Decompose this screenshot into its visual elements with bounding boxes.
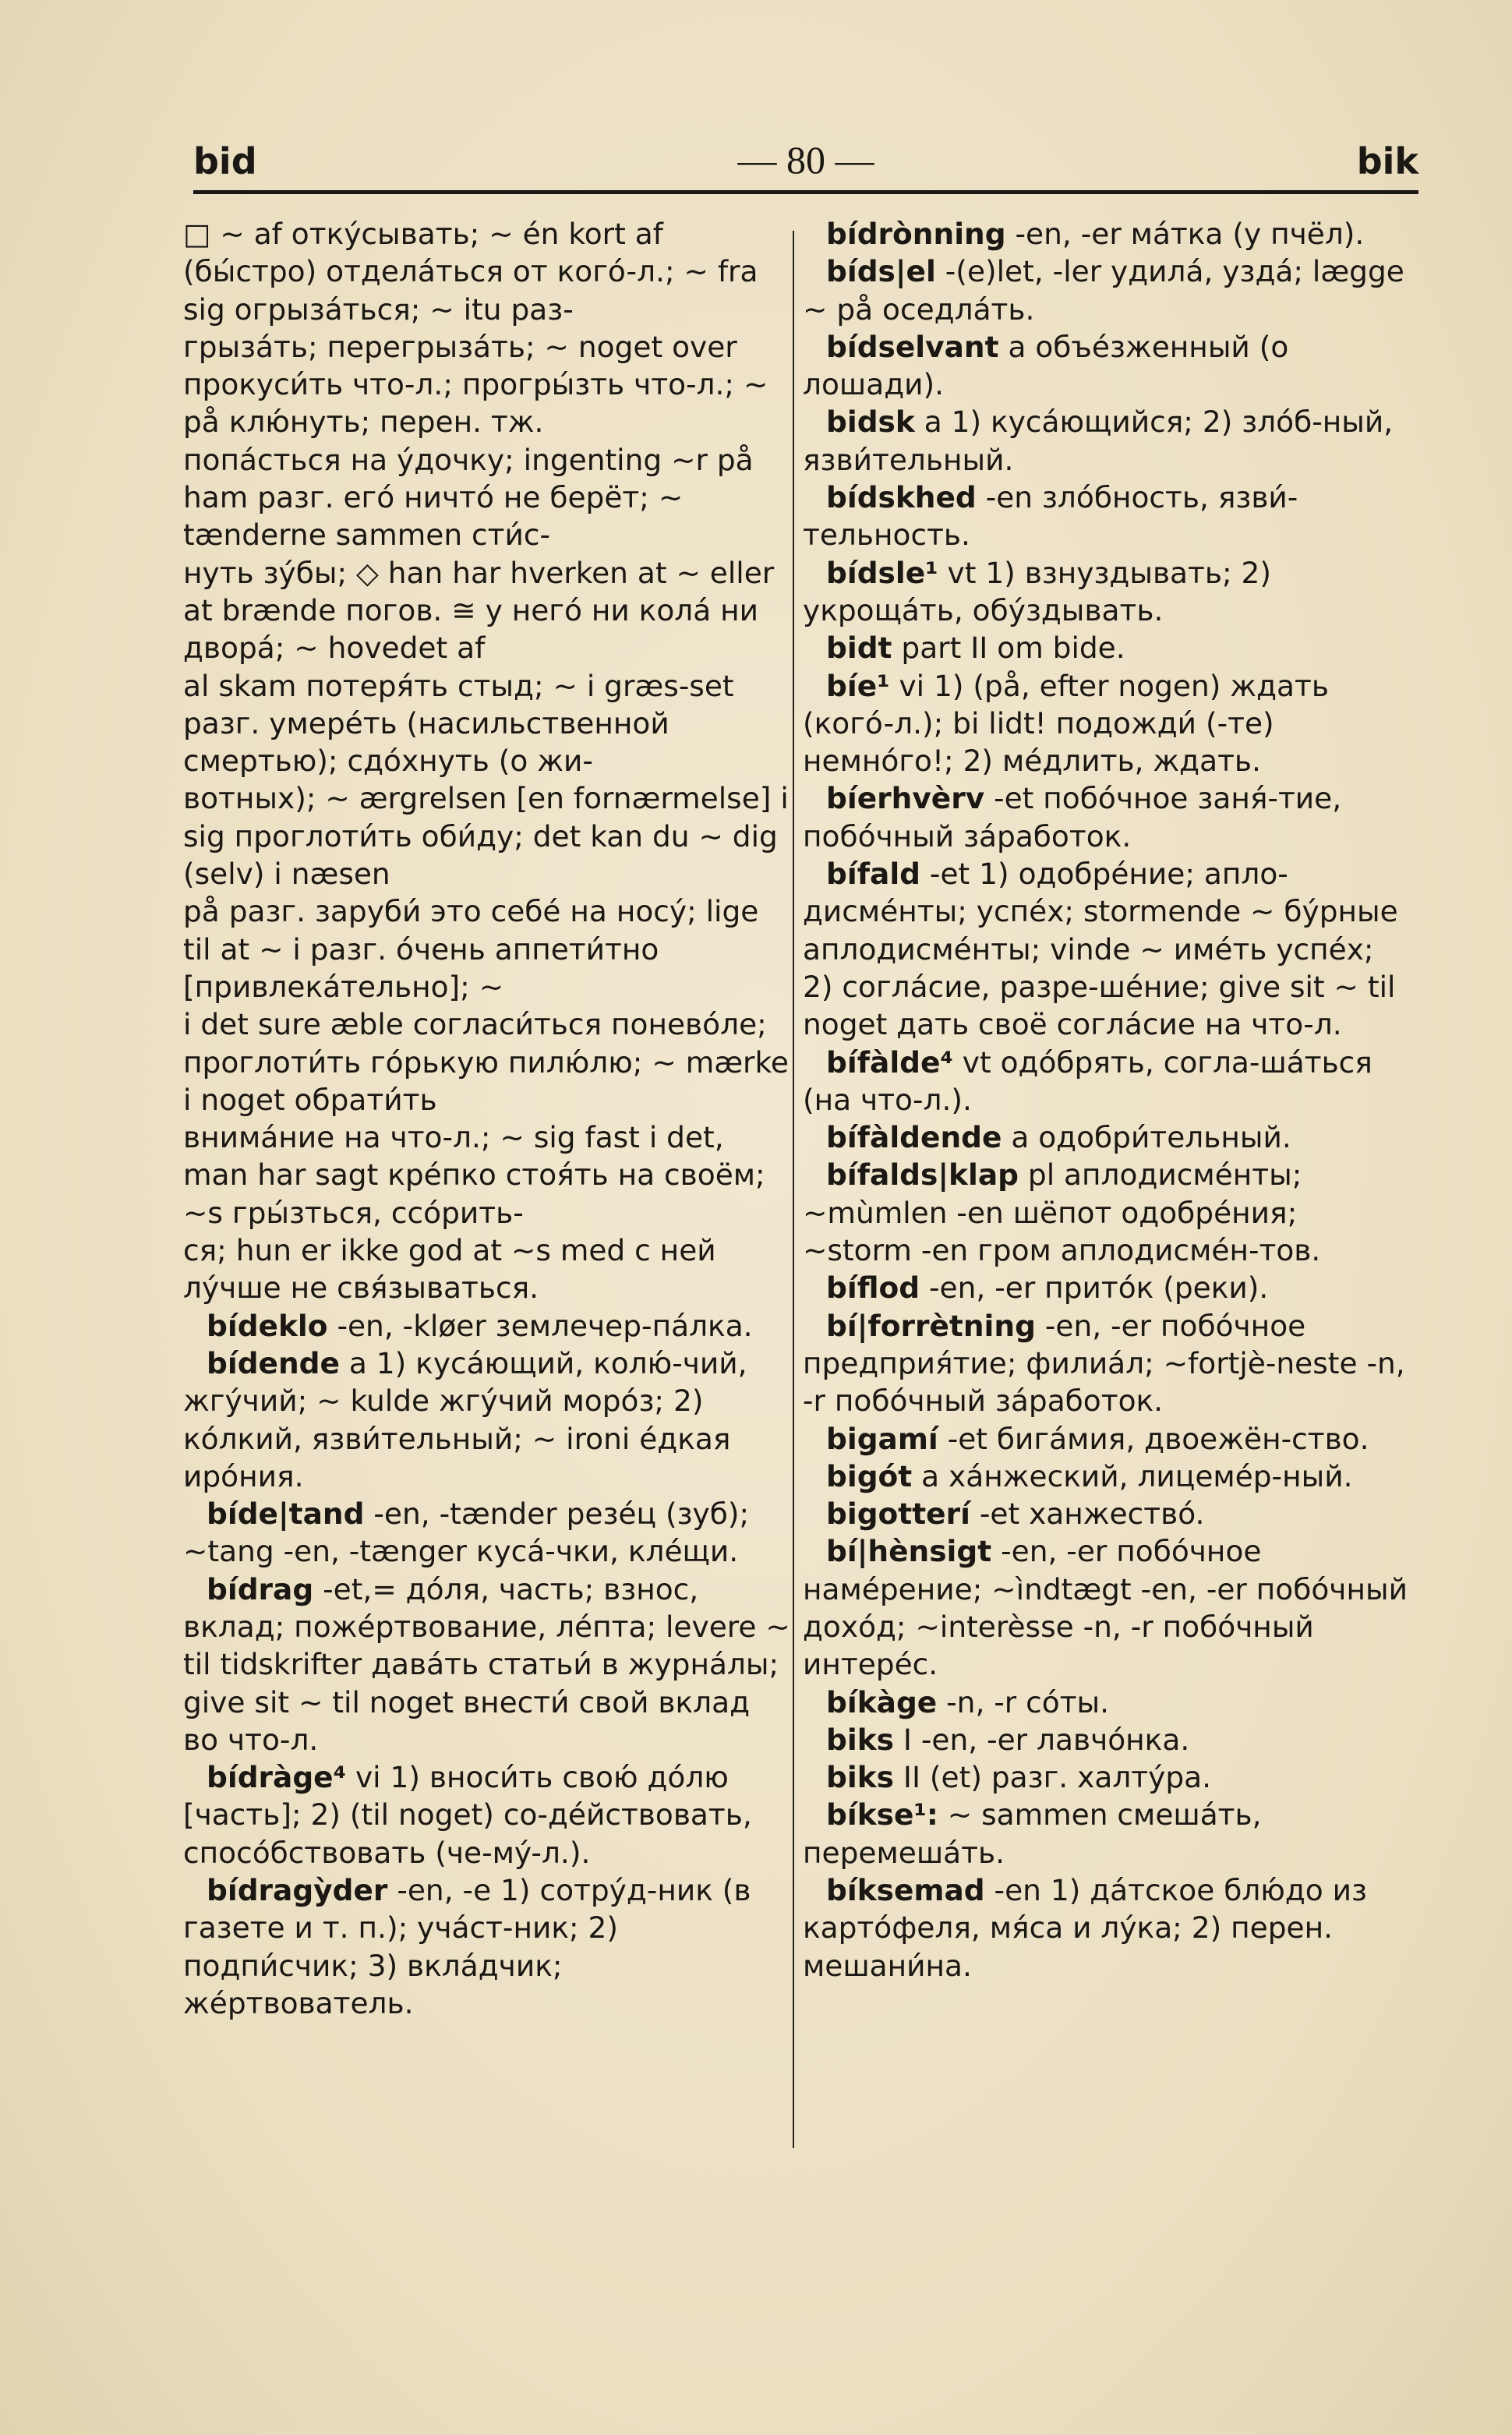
entry-text: -et побóчное заня́-тие, побóчный зáработок.	[803, 781, 1342, 853]
dictionary-entry	[803, 1269, 1411, 1306]
headword: bigamí	[826, 1421, 938, 1456]
entry-text: -en, -er побóчное намéрение; ~ìndtægt -en, -er побóчный дохóд; ~interèsse -n, -r побóчный интерéс.	[803, 1534, 1408, 1682]
entry-text: pl аплодисмéнты; ~mùmlen -en шёпот одобрéния; ~storm -en гром аплодисмéн-тов.	[803, 1157, 1321, 1268]
continued-entry-part: ся; hun er ikke god at ~s med с ней лýчше не свя́зываться.	[183, 1233, 716, 1306]
dictionary-entry	[803, 1796, 1411, 1871]
dictionary-entry	[803, 1684, 1411, 1721]
headword: bí|hènsigt	[826, 1534, 992, 1569]
dictionary-entry	[803, 1532, 1411, 1683]
entry-text: vi 1) (på, efter nogen) ждать (когó-л.); bi lidt! подожди́ (-те) немнóго!; 2) мéдлить, ждать.	[803, 668, 1329, 779]
entry-text: I -en, -er лавчóнка.	[893, 1722, 1190, 1757]
continued-entry-part: попáсться на ýдочку; ingenting ~r på ham разг. егó ничтó не берёт; ~ tænderne sammen сти́с-	[183, 442, 754, 553]
headword: bífalds|klap	[826, 1157, 1019, 1193]
dictionary-entry	[803, 215, 1411, 253]
entry-text: -(e)let, -ler удилá, уздá; lægge ~ på оседлáть.	[803, 254, 1404, 327]
dictionary-entry	[183, 1871, 791, 2022]
dictionary-entry	[803, 1307, 1411, 1420]
entry-text: a 1) кусáющий, колю́-чий, жгýчий; ~ kulde жгýчий морóз; 2) кóлкий, язви́тельный; ~ ironi éдкая ирóния.	[183, 1345, 747, 1493]
headword: bíksemad	[826, 1873, 985, 1908]
dictionary-entry	[803, 328, 1411, 404]
continued-entry-part: i det sure æble согласи́ться понево́ле; проглоти́ть гóрькую пилю́лю; ~ mærke i noget обрати́ть	[183, 1007, 789, 1117]
dictionary-entry	[803, 403, 1411, 479]
dictionary-entry	[183, 1758, 791, 1871]
entry-text: a объéзженный (о лошади).	[803, 329, 1289, 402]
headword: bídragỳder	[207, 1873, 388, 1908]
dictionary-entry	[803, 1721, 1411, 1758]
left-column	[183, 215, 791, 2022]
entry-text: a хáнжеский, лицемéр-ный.	[912, 1458, 1353, 1493]
headword: bídskhed	[826, 480, 977, 515]
continued-entry-part: på разг. заруби́ это себé на носý; lige til at ~ i разг. óчень аппети́тно [привлекáтельно]; ~	[183, 894, 759, 1004]
headword: bídrag	[207, 1571, 314, 1606]
dictionary-entry	[803, 1458, 1411, 1495]
right-column	[803, 215, 1411, 1984]
column-divider	[793, 231, 794, 2148]
left-guide-word: bid	[193, 140, 257, 182]
entry-text: -n, -r сóты.	[937, 1684, 1110, 1719]
entry-text: -et,= дóля, часть; взнос, вклад; пожéртвование, лéпта; levere ~ til tidskrifter давáть статьи́ в журнáлы; give sit ~ til noget внести́ свой вклад во что-л.	[183, 1571, 790, 1757]
entry-text: ~ sammen смешáть, перемешáть.	[803, 1797, 1262, 1870]
entry-text: -en, -er притóк (реки).	[920, 1271, 1269, 1306]
page-header	[193, 134, 1418, 189]
headword: bíerhvèrv	[826, 781, 985, 816]
headword: bigotterí	[826, 1497, 970, 1532]
headword: bidt	[826, 631, 892, 666]
dictionary-entry	[183, 1571, 791, 1758]
entry-text: II (et) разг. халтýра.	[893, 1760, 1212, 1795]
headword: bídselvant	[826, 329, 999, 364]
continued-entry-part: грызáть; перегрызáть; ~ noget over прокуси́ть что-л.; прогры́зть что-л.; ~ på клю́нуть; перен. тж.	[183, 329, 768, 440]
dictionary-entry	[803, 253, 1411, 328]
headword: bíkàge	[826, 1684, 938, 1719]
dictionary-entry	[803, 1495, 1411, 1532]
dictionary-entry	[803, 554, 1411, 630]
dictionary-entry	[183, 1307, 791, 1345]
dictionary-entry	[803, 667, 1411, 780]
entry-text: vt 1) взнуздывать; 2) укрощáть, обýздывать.	[803, 555, 1272, 627]
dictionary-entry	[183, 1495, 791, 1571]
entry-text: -en, -kløer землечер-пáлка.	[327, 1308, 753, 1343]
headword: bídsle¹	[826, 555, 938, 590]
headword: bídràge⁴	[207, 1760, 347, 1795]
entry-text: -en, -er побóчное предприя́тие; филиáл; ~fortjè-neste -n, -r побóчный зáработок.	[803, 1308, 1405, 1419]
dictionary-entry	[803, 479, 1411, 554]
headword: biks	[826, 1760, 894, 1795]
continued-entry-part: вотных); ~ ærgrelsen [en fornærmelse] i sig проглоти́ть оби́ду; det kan du ~ dig (selv) i næsen	[183, 781, 789, 892]
dictionary-entry	[803, 1044, 1411, 1119]
continued-entry-part: al skam потеря́ть стыд; ~ i græs-set разг. умерéть (насильственной смертью); сдóхнуть (о жи-	[183, 668, 734, 779]
headword: bíde|tand	[207, 1497, 365, 1532]
headword: bidsk	[826, 405, 915, 440]
dictionary-entry	[803, 1758, 1411, 1796]
continued-entry-part: нуть зýбы; ◇ han har hverken at ~ eller at brænde погов. ≅ у негó ни колá ни дворá; ~ hovedet af	[183, 555, 775, 666]
entry-text: part II om bide.	[892, 631, 1125, 666]
entry-text: -et 1) одобрéние; апло-дисмéнты; успéх; stormende ~ бýрные аплодисмéнты; vinde ~ имéть успéх; 2) соглáсие, разре-шéние; give sit ~ til noget дать своё соглáсие на что-л.	[803, 857, 1398, 1042]
entry-text: a 1) кусáющийся; 2) злóб-ный, язви́тельный.	[803, 405, 1394, 477]
entry-text: -et бигáмия, двоежён-ство.	[938, 1421, 1369, 1456]
entry-text: -en, -er мáтка (у пчёл).	[1005, 217, 1365, 251]
dictionary-entry	[803, 1420, 1411, 1458]
headword: bídende	[207, 1345, 340, 1380]
headword: biks	[826, 1722, 894, 1757]
headword: bídrònning	[826, 217, 1006, 251]
dictionary-entry	[803, 629, 1411, 666]
entry-text: -en 1) дáтское блю́до из картóфеля, мя́са и лýка; 2) перен. мешани́на.	[803, 1873, 1367, 1983]
headword: bíkse¹:	[826, 1797, 938, 1832]
entry-text: a одобри́тельный.	[1002, 1120, 1291, 1155]
headword: bífàlde⁴	[826, 1044, 953, 1080]
entry-text: -et ханжествó.	[970, 1497, 1205, 1532]
continued-entry-part: □ ~ af откýсывать; ~ én kort af (бы́стро) отделáться от когó-л.; ~ fra sig огрызáться; ~ itu раз-	[183, 217, 758, 327]
headword: bigót	[826, 1458, 913, 1493]
headword: bífald	[826, 857, 921, 892]
headword: bíe¹	[826, 668, 890, 703]
dictionary-entry	[803, 779, 1411, 855]
header-rule	[193, 190, 1418, 194]
dictionary-entry	[803, 855, 1411, 1043]
headword: bí|forrètning	[826, 1308, 1036, 1343]
page-number: — 80 —	[737, 138, 874, 182]
dictionary-entry	[803, 1156, 1411, 1269]
dictionary-entry	[803, 1119, 1411, 1156]
headword: bíflod	[826, 1271, 920, 1306]
entry-text: vi 1) вноси́ть свою́ дóлю [часть]; 2) (til noget) со-дéйствовать, спосóбствовать (че-мý-л.).	[183, 1760, 752, 1870]
entry-text: -en, -tænder резéц (зуб); ~tang -en, -tænger кусá-чки, клéщи.	[183, 1497, 750, 1569]
headword: bídeklo	[207, 1308, 328, 1343]
continued-entry-part: внимáние на что-л.; ~ sig fast i det, man har sagt крéпко стоя́ть на своём; ~s гры́зться, ссóрить-	[183, 1120, 765, 1230]
entry-text: -en злóбность, язви́-тельность.	[803, 480, 1298, 553]
dictionary-entry	[183, 1345, 791, 1495]
right-guide-word: bik	[1356, 140, 1418, 182]
entry-text: -en, -e 1) сотрýд-ник (в газете и т. п.); учáст-ник; 2) подпи́счик; 3) вклáдчик; жéртвователь.	[183, 1873, 751, 2020]
entry-text: vt одóбрять, согла-шáться (на что-л.).	[803, 1044, 1372, 1117]
headword: bífàldende	[826, 1120, 1002, 1155]
dictionary-entry	[803, 1871, 1411, 1984]
headword: bíds|el	[826, 254, 936, 289]
